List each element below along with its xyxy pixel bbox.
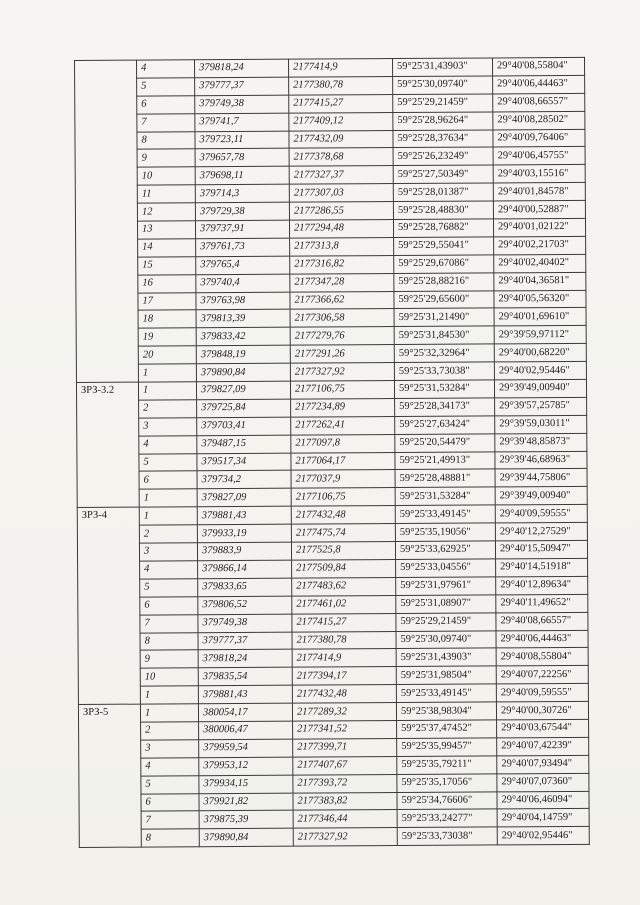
y-cell: 2177399,71 xyxy=(293,738,397,757)
num-cell: 2 xyxy=(139,400,197,418)
y-cell: 2177414,9 xyxy=(292,649,396,668)
lon-cell: 29°40'08,66557" xyxy=(493,93,585,111)
x-cell: 379848,19 xyxy=(196,345,290,363)
lat-cell: 59°25'33,73038" xyxy=(397,827,497,846)
zone-cell: ЗРЗ-4 xyxy=(77,507,140,704)
x-cell: 379866,14 xyxy=(198,560,292,578)
x-cell: 379953,12 xyxy=(199,757,293,775)
lat-cell: 59°25'34,76606" xyxy=(397,791,497,810)
x-cell: 380006,47 xyxy=(199,721,293,739)
x-cell: 379749,38 xyxy=(198,614,292,632)
y-cell: 2177106,75 xyxy=(290,381,394,400)
y-cell: 2177316,82 xyxy=(290,255,394,274)
y-cell: 2177380,78 xyxy=(292,631,396,650)
lat-cell: 59°25'31,08907" xyxy=(396,595,496,614)
lon-cell: 29°40'09,76406" xyxy=(493,129,585,147)
y-cell: 2177327,92 xyxy=(293,828,397,847)
lon-cell: 29°40'07,22256" xyxy=(496,666,588,684)
num-cell: 15 xyxy=(138,257,196,275)
y-cell: 2177327,37 xyxy=(289,166,393,185)
num-cell: 7 xyxy=(141,811,199,829)
x-cell: 379487,15 xyxy=(197,435,291,453)
lon-cell: 29°39'59,03011" xyxy=(495,415,587,433)
lat-cell: 59°25'33,49145" xyxy=(395,505,495,524)
num-cell: 5 xyxy=(137,78,195,96)
x-cell: 379806,52 xyxy=(198,596,292,614)
lat-cell: 59°25'21,49913" xyxy=(395,452,495,471)
lon-cell: 29°40'06,46094" xyxy=(497,791,589,809)
lat-cell: 59°25'29,55041" xyxy=(394,237,494,256)
lat-cell: 59°25'31,97961" xyxy=(396,577,496,596)
y-cell: 2177307,03 xyxy=(289,184,393,203)
num-cell: 4 xyxy=(137,60,195,78)
lat-cell: 59°25'31,53284" xyxy=(394,380,494,399)
lat-cell: 59°25'32,32964" xyxy=(394,344,494,363)
lon-cell: 29°40'04,14759" xyxy=(497,809,589,827)
x-cell: 379813,39 xyxy=(196,310,290,328)
x-cell: 379818,24 xyxy=(195,59,289,77)
x-cell: 379833,42 xyxy=(196,328,290,346)
lat-cell: 59°25'35,19056" xyxy=(395,523,495,542)
num-cell: 16 xyxy=(138,274,196,292)
num-cell: 1 xyxy=(140,686,198,704)
num-cell: 2 xyxy=(139,525,197,543)
y-cell: 2177313,8 xyxy=(290,237,394,256)
y-cell: 2177475,74 xyxy=(291,524,395,543)
lon-cell: 29°39'49,00940" xyxy=(494,379,586,397)
lon-cell: 29°40'02,95446" xyxy=(494,362,586,380)
num-cell: 4 xyxy=(141,757,199,775)
lon-cell: 29°40'03,15516" xyxy=(493,165,585,183)
x-cell: 379737,91 xyxy=(195,220,289,238)
num-cell: 5 xyxy=(140,579,198,597)
lon-cell: 29°40'07,42239" xyxy=(497,737,589,755)
lon-cell: 29°40'02,95446" xyxy=(497,827,589,845)
lon-cell: 29°39'48,85873" xyxy=(495,433,587,451)
lat-cell: 59°25'35,99457" xyxy=(397,738,497,757)
y-cell: 2177461,02 xyxy=(292,595,396,614)
lat-cell: 59°25'28,88216" xyxy=(394,273,494,292)
num-cell: 19 xyxy=(138,328,196,346)
lon-cell: 29°40'06,44463" xyxy=(493,75,585,93)
y-cell: 2177279,76 xyxy=(290,327,394,346)
x-cell: 379934,15 xyxy=(199,775,293,793)
num-cell: 17 xyxy=(138,292,196,310)
num-cell: 11 xyxy=(137,185,195,203)
num-cell: 9 xyxy=(137,149,195,167)
lon-cell: 29°40'00,52887" xyxy=(493,201,585,219)
lon-cell: 29°40'08,55804" xyxy=(496,648,588,666)
coordinates-table-body xyxy=(75,57,590,847)
num-cell: 8 xyxy=(140,632,198,650)
lon-cell: 29°39'57,25785" xyxy=(495,397,587,415)
x-cell: 379749,38 xyxy=(195,95,289,113)
lon-cell: 29°40'12,27529" xyxy=(495,523,587,541)
lat-cell: 59°25'28,96264" xyxy=(393,112,493,131)
lon-cell: 29°40'00,68220" xyxy=(494,344,586,362)
lon-cell: 29°40'14,51918" xyxy=(496,558,588,576)
lat-cell: 59°25'30,09740" xyxy=(396,630,496,649)
x-cell: 379714,3 xyxy=(195,184,289,202)
table-row xyxy=(79,827,589,848)
lat-cell: 59°25'33,49145" xyxy=(396,684,496,703)
x-cell: 379734,2 xyxy=(197,471,291,489)
y-cell: 2177383,82 xyxy=(293,792,397,811)
x-cell: 379875,39 xyxy=(199,811,293,829)
num-cell: 1 xyxy=(140,704,198,722)
num-cell: 2 xyxy=(141,722,199,740)
y-cell: 2177064,17 xyxy=(291,452,395,471)
y-cell: 2177106,75 xyxy=(291,488,395,507)
lon-cell: 29°40'08,66557" xyxy=(496,612,588,630)
lon-cell: 29°40'15,50947" xyxy=(495,540,587,558)
lat-cell: 59°25'31,98504" xyxy=(396,666,496,685)
y-cell: 2177286,55 xyxy=(289,202,393,221)
coordinates-table xyxy=(74,57,590,848)
num-cell: 9 xyxy=(140,650,198,668)
lat-cell: 59°25'26,23249" xyxy=(393,147,493,166)
y-cell: 2177097,8 xyxy=(291,434,395,453)
num-cell: 7 xyxy=(140,614,198,632)
num-cell: 6 xyxy=(139,471,197,489)
num-cell: 10 xyxy=(140,668,198,686)
lat-cell: 59°25'38,98304" xyxy=(396,702,496,721)
zone-cell: ЗРЗ-5 xyxy=(78,704,141,848)
x-cell: 379777,37 xyxy=(195,77,289,95)
lon-cell: 29°39'59,97112" xyxy=(494,326,586,344)
x-cell: 379959,54 xyxy=(199,739,293,757)
lon-cell: 29°40'04,36581" xyxy=(494,272,586,290)
lat-cell: 59°25'27,50349" xyxy=(393,165,493,184)
y-cell: 2177409,12 xyxy=(289,112,393,131)
lat-cell: 59°25'31,84530" xyxy=(394,326,494,345)
y-cell: 2177525,8 xyxy=(291,542,395,561)
y-cell: 2177394,17 xyxy=(292,667,396,686)
x-cell: 379725,84 xyxy=(197,399,291,417)
y-cell: 2177037,9 xyxy=(291,470,395,489)
lon-cell: 29°40'01,69610" xyxy=(494,308,586,326)
lat-cell: 59°25'35,17056" xyxy=(397,774,497,793)
lat-cell: 59°25'29,67086" xyxy=(394,255,494,274)
num-cell: 6 xyxy=(140,596,198,614)
lat-cell: 59°25'30,09740" xyxy=(393,76,493,95)
num-cell: 3 xyxy=(139,543,197,561)
num-cell: 20 xyxy=(138,346,196,364)
y-cell: 2177366,62 xyxy=(290,291,394,310)
y-cell: 2177407,67 xyxy=(293,756,397,775)
lon-cell: 29°40'03,67544" xyxy=(497,719,589,737)
lat-cell: 59°25'27,63424" xyxy=(395,416,495,435)
x-cell: 379723,11 xyxy=(195,131,289,149)
x-cell: 379827,09 xyxy=(196,381,290,399)
lat-cell: 59°25'37,47452" xyxy=(397,720,497,739)
num-cell: 4 xyxy=(139,435,197,453)
x-cell: 379835,54 xyxy=(198,667,292,685)
lat-cell: 59°25'33,04556" xyxy=(396,559,496,578)
lat-cell: 59°25'33,24277" xyxy=(397,809,497,828)
x-cell: 379698,11 xyxy=(195,167,289,185)
lat-cell: 59°25'28,48881" xyxy=(395,469,495,488)
lon-cell: 29°39'44,75806" xyxy=(495,469,587,487)
y-cell: 2177291,26 xyxy=(290,345,394,364)
lat-cell: 59°25'29,21459" xyxy=(393,94,493,113)
lat-cell: 59°25'29,65600" xyxy=(394,291,494,310)
lat-cell: 59°25'31,21490" xyxy=(394,308,494,327)
y-cell: 2177415,27 xyxy=(289,94,393,113)
y-cell: 2177393,72 xyxy=(293,774,397,793)
lon-cell: 29°40'02,40402" xyxy=(494,254,586,272)
x-cell: 379933,19 xyxy=(197,524,291,542)
y-cell: 2177380,78 xyxy=(289,76,393,95)
y-cell: 2177234,89 xyxy=(291,398,395,417)
num-cell: 4 xyxy=(140,561,198,579)
num-cell: 8 xyxy=(137,131,195,149)
num-cell: 1 xyxy=(138,364,196,382)
lon-cell: 29°39'46,68963" xyxy=(495,451,587,469)
x-cell: 379827,09 xyxy=(197,489,291,507)
num-cell: 1 xyxy=(139,489,197,507)
lon-cell: 29°40'06,45755" xyxy=(493,147,585,165)
lon-cell: 29°40'11,49652" xyxy=(496,594,588,612)
y-cell: 2177432,09 xyxy=(289,130,393,149)
y-cell: 2177346,44 xyxy=(293,810,397,829)
lat-cell: 59°25'35,79211" xyxy=(397,756,497,775)
x-cell: 379890,84 xyxy=(196,363,290,381)
zone-cell xyxy=(75,60,139,382)
num-cell: 18 xyxy=(138,310,196,328)
lon-cell: 29°40'01,02122" xyxy=(493,218,585,236)
lon-cell: 29°40'00,30726" xyxy=(496,701,588,719)
num-cell: 5 xyxy=(139,453,197,471)
lat-cell: 59°25'31,43903" xyxy=(392,58,492,77)
x-cell: 379741,7 xyxy=(195,113,289,131)
x-cell: 379833,65 xyxy=(198,578,292,596)
lon-cell: 29°40'08,28502" xyxy=(493,111,585,129)
y-cell: 2177509,84 xyxy=(292,559,396,578)
x-cell: 379765,4 xyxy=(196,256,290,274)
num-cell: 6 xyxy=(141,793,199,811)
lat-cell: 59°25'20,54479" xyxy=(395,434,495,453)
y-cell: 2177294,48 xyxy=(289,220,393,239)
num-cell: 3 xyxy=(139,418,197,436)
x-cell: 379883,9 xyxy=(197,542,291,560)
y-cell: 2177432,48 xyxy=(291,506,395,525)
num-cell: 6 xyxy=(137,96,195,114)
lon-cell: 29°40'02,21703" xyxy=(494,236,586,254)
num-cell: 5 xyxy=(141,775,199,793)
x-cell: 379657,78 xyxy=(195,149,289,167)
num-cell: 8 xyxy=(141,829,199,847)
num-cell: 1 xyxy=(138,382,196,400)
y-cell: 2177483,62 xyxy=(292,577,396,596)
y-cell: 2177347,28 xyxy=(290,273,394,292)
lat-cell: 59°25'33,62925" xyxy=(395,541,495,560)
lat-cell: 59°25'31,53284" xyxy=(395,487,495,506)
x-cell: 379763,98 xyxy=(196,292,290,310)
num-cell: 13 xyxy=(137,221,195,239)
lat-cell: 59°25'28,37634" xyxy=(393,130,493,149)
lat-cell: 59°25'28,34173" xyxy=(395,398,495,417)
lon-cell: 29°40'06,44463" xyxy=(496,630,588,648)
x-cell: 379777,37 xyxy=(198,632,292,650)
lon-cell: 29°40'07,93494" xyxy=(497,755,589,773)
y-cell: 2177378,68 xyxy=(289,148,393,167)
x-cell: 379921,82 xyxy=(199,793,293,811)
num-cell: 12 xyxy=(137,203,195,221)
lon-cell: 29°40'08,55804" xyxy=(492,57,584,75)
lat-cell: 59°25'28,76882" xyxy=(393,219,493,238)
lon-cell: 29°40'05,56320" xyxy=(494,290,586,308)
y-cell: 2177414,9 xyxy=(288,59,392,78)
y-cell: 2177415,27 xyxy=(292,613,396,632)
lon-cell: 29°40'07,07360" xyxy=(497,773,589,791)
x-cell: 379881,43 xyxy=(197,506,291,524)
x-cell: 379729,38 xyxy=(195,202,289,220)
lat-cell: 59°25'31,43903" xyxy=(396,648,496,667)
x-cell: 379881,43 xyxy=(198,685,292,703)
zone-cell: ЗРЗ-3.2 xyxy=(76,382,139,508)
x-cell: 379761,73 xyxy=(196,238,290,256)
x-cell: 380054,17 xyxy=(198,703,292,721)
num-cell: 14 xyxy=(138,239,196,257)
x-cell: 379703,41 xyxy=(197,417,291,435)
num-cell: 7 xyxy=(137,113,195,131)
x-cell: 379740,4 xyxy=(196,274,290,292)
y-cell: 2177289,32 xyxy=(292,703,396,722)
num-cell: 1 xyxy=(139,507,197,525)
lat-cell: 59°25'29,21459" xyxy=(396,613,496,632)
x-cell: 379517,34 xyxy=(197,453,291,471)
lon-cell: 29°40'09,59555" xyxy=(495,505,587,523)
y-cell: 2177306,58 xyxy=(290,309,394,328)
lon-cell: 29°40'12,89634" xyxy=(496,576,588,594)
lon-cell: 29°40'01,84578" xyxy=(493,183,585,201)
y-cell: 2177341,52 xyxy=(293,720,397,739)
y-cell: 2177262,41 xyxy=(291,416,395,435)
x-cell: 379818,24 xyxy=(198,650,292,668)
lon-cell: 29°40'09,59555" xyxy=(496,684,588,702)
num-cell: 3 xyxy=(141,740,199,758)
num-cell: 10 xyxy=(137,167,195,185)
lon-cell: 29°39'49,00940" xyxy=(495,487,587,505)
lat-cell: 59°25'28,01387" xyxy=(393,183,493,202)
y-cell: 2177432,48 xyxy=(292,685,396,704)
lat-cell: 59°25'33,73038" xyxy=(394,362,494,381)
y-cell: 2177327,92 xyxy=(290,363,394,382)
lat-cell: 59°25'28,48830" xyxy=(393,201,493,220)
x-cell: 379890,84 xyxy=(199,828,293,846)
